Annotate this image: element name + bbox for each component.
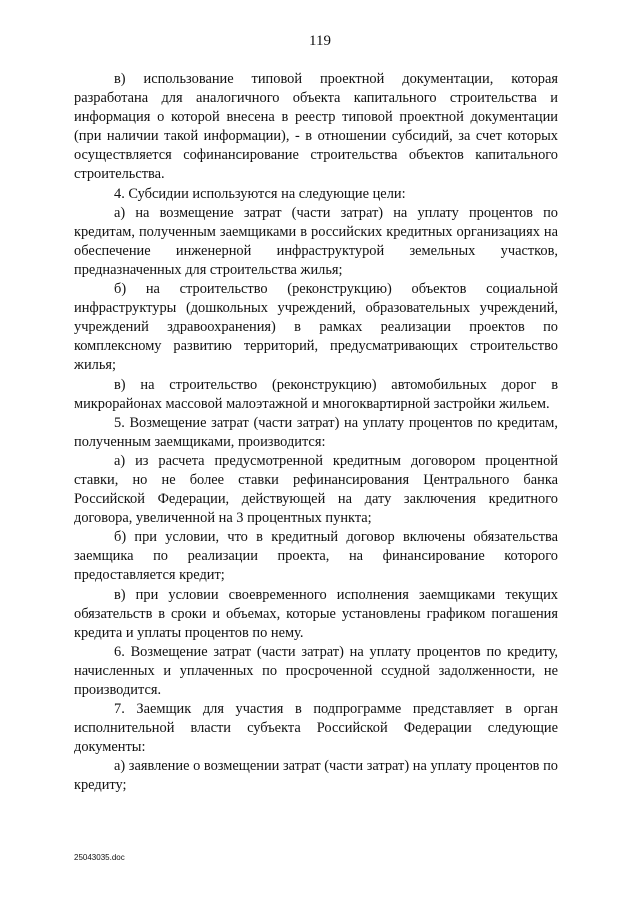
paragraph-5a: а) из расчета предусмотренной кредитным договором процентной ставки, но не более ставки рефинансирования Центрального банка Российской Федерации, действующей на дату заключения кредитного договора, увеличенной на 3 процентных пункта;	[74, 452, 558, 527]
paragraph-6: 6. Возмещение затрат (части затрат) на уплату процентов по кредиту, начисленных и уплаченных по просроченной ссудной задолженности, не производится.	[74, 643, 558, 698]
paragraph-4v: в) на строительство (реконструкцию) автомобильных дорог в микрорайонах массовой малоэтажной и многоквартирной застройки жильем.	[74, 376, 558, 412]
paragraph-3v: в) использование типовой проектной документации, которая разработана для аналогичного объекта капитального строительства и информация о которой внесена в реестр типовой проектной документации (при наличии такой информации), - в отношении субсидий, за счет которых осуществляется софинансирование строительства объектов капитального строительства.	[74, 71, 558, 183]
paragraph-7a: а) заявление о возмещении затрат (части затрат) на уплату процентов по кредиту;	[74, 758, 558, 794]
paragraph-4b: б) на строительство (реконструкцию) объектов социальной инфраструктуры (дошкольных учреждений, образовательных учреждений, учреждений здравоохранения) в рамках реализации проектов по комплексному развитию территорий, предусматривающих строительство жилья;	[74, 281, 558, 374]
paragraph-5: 5. Возмещение затрат (части затрат) на уплату процентов по кредитам, полученным заемщиками, производится:	[74, 414, 558, 450]
footer-filename: 25043035.doc	[74, 853, 125, 862]
paragraph-5v: в) при условии своевременного исполнения заемщиками текущих обязательств в сроки и объемах, которые установлены графиком погашения кредита и уплаты процентов по нему.	[74, 586, 558, 641]
paragraph-4: 4. Субсидии используются на следующие цели:	[114, 185, 406, 202]
page-number: 119	[309, 33, 331, 49]
document-body	[74, 70, 558, 796]
paragraph-7: 7. Заемщик для участия в подпрограмме представляет в орган исполнительной власти субъекта Российской Федерации следующие документы:	[74, 701, 558, 756]
paragraph-4a: а) на возмещение затрат (части затрат) на уплату процентов по кредитам, полученным заемщиками в российских кредитных организациях на обеспечение инженерной инфраструктурой земельных участков, предназначенных для строительства жилья;	[74, 204, 558, 278]
paragraph-5b: б) при условии, что в кредитный договор включены обязательства заемщика по реализации проекта, на финансирование которого предоставляется кредит;	[74, 529, 558, 584]
